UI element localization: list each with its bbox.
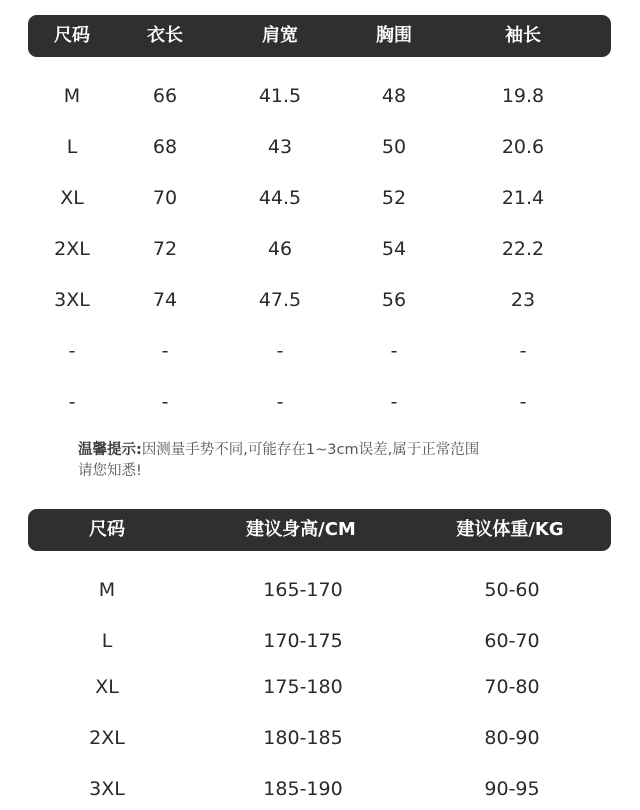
table-cell: 47.5	[258, 289, 302, 311]
note-line-2: 请您知悉!	[78, 463, 142, 479]
size-table-header	[28, 15, 611, 57]
table-cell: 80-90	[484, 727, 540, 749]
table-cell: 48	[381, 85, 407, 107]
table-cell: 2XL	[54, 238, 90, 260]
header-sleeve: 袖长	[505, 25, 541, 46]
table-cell: 2XL	[89, 727, 125, 749]
table-cell: 180-185	[263, 727, 343, 749]
table-cell: 68	[152, 136, 178, 158]
table-cell: -	[276, 340, 284, 362]
header-length: 衣长	[147, 25, 183, 46]
table-cell: 21.4	[501, 187, 545, 209]
table-cell: 43	[267, 136, 293, 158]
table-cell: 44.5	[258, 187, 302, 209]
header-size: 尺码	[89, 519, 125, 540]
table-cell: -	[519, 340, 527, 362]
table-cell: 165-170	[263, 579, 343, 601]
table-cell: 56	[381, 289, 407, 311]
table-cell: 72	[152, 238, 178, 260]
header-weight: 建议体重/KG	[456, 519, 564, 540]
table-cell: -	[68, 391, 76, 413]
table-cell: 70	[152, 187, 178, 209]
table-cell: -	[276, 391, 284, 413]
table-cell: L	[101, 630, 113, 652]
table-cell: 185-190	[263, 778, 343, 800]
table-cell: -	[519, 391, 527, 413]
table-cell: L	[66, 136, 78, 158]
table-cell: -	[390, 391, 398, 413]
table-cell: XL	[60, 187, 84, 209]
table-cell: 60-70	[484, 630, 540, 652]
table-cell: 175-180	[263, 676, 343, 698]
measurement-note	[78, 440, 479, 482]
table-cell: 66	[152, 85, 178, 107]
table-cell: 46	[267, 238, 293, 260]
note-line-1	[78, 440, 479, 461]
table-cell: 22.2	[501, 238, 545, 260]
table-cell: XL	[95, 676, 119, 698]
recommend-table-header	[28, 509, 611, 551]
header-chest: 胸围	[376, 25, 412, 46]
header-height: 建议身高/CM	[246, 519, 356, 540]
header-size: 尺码	[54, 25, 90, 46]
table-cell: 52	[381, 187, 407, 209]
table-cell: 20.6	[501, 136, 545, 158]
table-cell: 50	[381, 136, 407, 158]
table-cell: -	[161, 391, 169, 413]
table-cell: 54	[381, 238, 407, 260]
table-cell: -	[161, 340, 169, 362]
table-cell: -	[68, 340, 76, 362]
table-cell: 23	[510, 289, 536, 311]
table-cell: 90-95	[484, 778, 540, 800]
table-cell: 19.8	[501, 85, 545, 107]
header-shoulder: 肩宽	[262, 25, 298, 46]
table-cell: 50-60	[484, 579, 540, 601]
table-cell: 74	[152, 289, 178, 311]
table-cell: 3XL	[89, 778, 125, 800]
table-cell: -	[390, 340, 398, 362]
table-cell: M	[98, 579, 116, 601]
table-cell: M	[63, 85, 81, 107]
table-cell: 70-80	[484, 676, 540, 698]
note-label: 温馨提示:	[78, 442, 142, 458]
note-text: 因测量手势不同,可能存在1~3cm误差,属于正常范围	[141, 442, 480, 458]
table-cell: 41.5	[258, 85, 302, 107]
table-cell: 170-175	[263, 630, 343, 652]
table-cell: 3XL	[54, 289, 90, 311]
